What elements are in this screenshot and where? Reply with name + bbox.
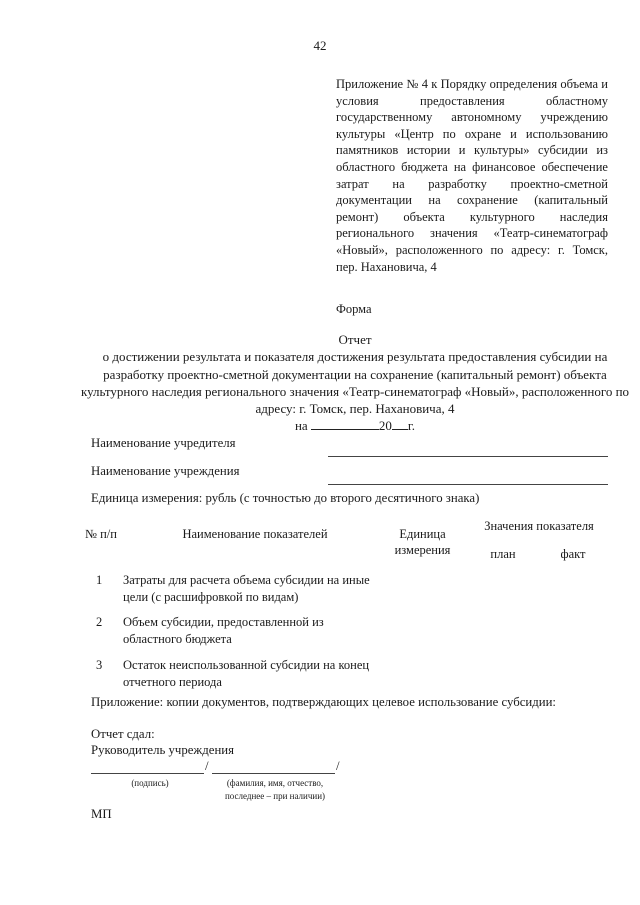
name-caption-1: (фамилия, имя, отчество, bbox=[226, 778, 324, 788]
date-blank[interactable] bbox=[311, 418, 379, 430]
signature-caption: (подпись) bbox=[131, 778, 169, 788]
form-label: Форма bbox=[336, 302, 372, 316]
header-fact: факт bbox=[560, 547, 586, 561]
submitted-label: Отчет сдал: bbox=[91, 727, 155, 741]
slash-2: / bbox=[336, 759, 340, 773]
header-unit: Единица измерения bbox=[394, 527, 451, 557]
row-3-num: 3 bbox=[96, 658, 103, 672]
row-1-num: 1 bbox=[96, 573, 103, 587]
date-prefix: на bbox=[294, 418, 308, 434]
header-num: № п/п bbox=[85, 527, 117, 541]
signature-line[interactable] bbox=[91, 773, 204, 774]
year-blank[interactable] bbox=[392, 418, 408, 430]
head-label: Руководитель учреждения bbox=[91, 743, 235, 757]
report-date-line bbox=[80, 417, 630, 434]
founder-input-line[interactable] bbox=[328, 456, 608, 457]
date-suffix: г. bbox=[407, 418, 416, 434]
row-1-name: Затраты для расчета объема субсидии на иные цели (с расшифровкой по видам) bbox=[123, 573, 370, 604]
row-2-name: Объем субсидии, предоставленной из областного бюджета bbox=[123, 615, 324, 646]
row-3-name: Остаток неиспользованной субсидии на конец отчетного периода bbox=[123, 658, 370, 689]
founder-label: Наименование учредителя bbox=[91, 436, 236, 450]
header-name: Наименование показателей bbox=[182, 527, 328, 541]
report-subtitle: о достижении результата и показателя достижения результата предоставления субсидии на разработку проектно-сметной документации на сохранение (капитальный ремонт) объекта культурного наследия регионального значения «Театр-синематограф «Новый», расположенного по адресу: г. Томск, пер. Нахановича, 4 bbox=[80, 349, 630, 417]
header-values: Значения показателя bbox=[484, 519, 594, 533]
row-2-num: 2 bbox=[96, 615, 103, 629]
institution-input-line[interactable] bbox=[328, 484, 608, 485]
unit-label: Единица измерения: рубль (с точностью до второго десятичного знака) bbox=[91, 491, 480, 505]
slash-1: / bbox=[205, 759, 209, 773]
full-name-line[interactable] bbox=[212, 773, 335, 774]
report-heading bbox=[80, 331, 630, 435]
institution-label: Наименование учреждения bbox=[91, 464, 240, 478]
date-year-prefix: 20 bbox=[378, 418, 392, 434]
page-number: 42 bbox=[313, 38, 327, 53]
header-plan: план bbox=[490, 547, 516, 561]
appendix-reference bbox=[336, 76, 608, 275]
report-title: Отчет bbox=[338, 332, 372, 347]
stamp-label: МП bbox=[91, 807, 112, 821]
appendix-note: Приложение: копии документов, подтверждающих целевое использование субсидии: bbox=[91, 695, 556, 709]
appendix-text: Приложение № 4 к Порядку определения объема и условия предоставления областному государственному автономному учреждению культуры «Центр по охране и использованию памятников истории и культуры» субсидии из областного бюджета на финансовое обеспечение затрат на разработку проектно-сметной документации на сохранение (капитальный ремонт) объекта культурного наследия регионального значения «Театр-синематограф «Новый», расположенного по адресу: г. Томск, пер. Нахановича, 4 bbox=[336, 77, 608, 274]
name-caption-2: последнее – при наличии) bbox=[224, 791, 326, 801]
